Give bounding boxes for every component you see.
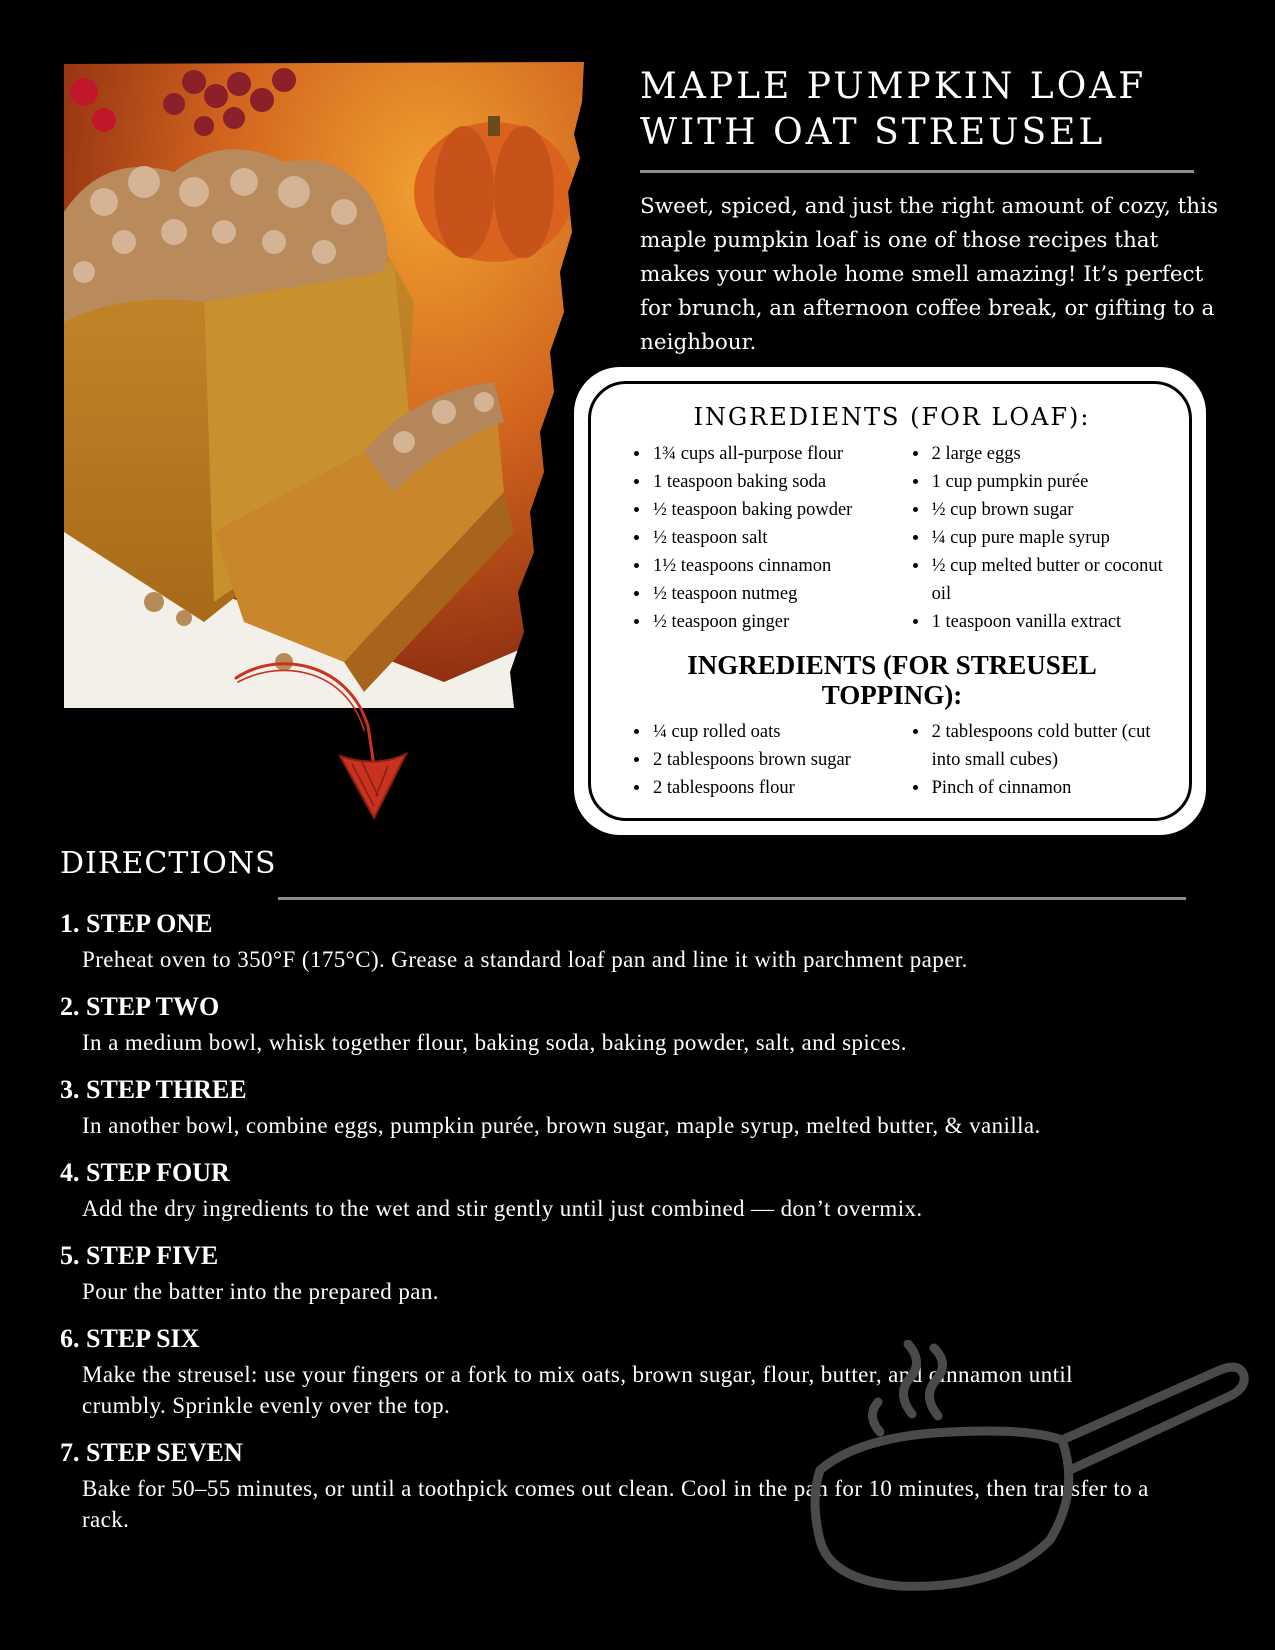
directions-heading: DIRECTIONS	[60, 846, 277, 881]
direction-step	[60, 1070, 1210, 1141]
direction-step	[60, 1319, 1210, 1421]
recipe-intro: Sweet, spiced, and just the right amount of cozy, this maple pumpkin loaf is one of those recipes that makes your whole home smell amazing! It’s perfect for brunch, an afternoon coffee break, or gifting to a neighbour.	[640, 194, 1219, 355]
direction-step	[60, 1153, 1210, 1224]
step-title: 1. STEP ONE	[60, 909, 213, 938]
ingredient-item: • 1¾ cups all-purpose flour	[651, 440, 898, 468]
directions-divider	[278, 897, 1186, 900]
step-text: Preheat oven to 350°F (175°C). Grease a standard loaf pan and line it with parchment paper.	[82, 947, 968, 972]
step-text: Make the streusel: use your fingers or a fork to mix oats, brown sugar, flour, butter, and cinnamon until crumbly. Sprinkle evenly over the top.	[82, 1362, 1073, 1418]
ingredient-item: • 2 tablespoons brown sugar	[651, 746, 898, 774]
ingredient-item: • ½ teaspoon ginger	[651, 608, 898, 636]
step-text: In a medium bowl, whisk together flour, baking soda, baking powder, salt, and spices.	[82, 1030, 907, 1055]
ingredient-item: • 2 tablespoons flour	[651, 774, 898, 802]
ingredient-item: • ¼ cup rolled oats	[651, 718, 898, 746]
title-divider	[640, 170, 1194, 173]
directions-list	[60, 904, 1210, 1535]
direction-step	[60, 1236, 1210, 1307]
step-text: Pour the batter into the prepared pan.	[82, 1279, 439, 1304]
ingredient-item: • 1 cup pumpkin purée	[930, 468, 1165, 496]
direction-step	[60, 1433, 1210, 1535]
ingredients-card	[574, 367, 1206, 835]
loaf-ingredients-right-list	[898, 440, 1165, 636]
ingredients-card-border	[588, 381, 1192, 821]
streusel-ingredients-heading: INGREDIENTS (FOR STREUSEL TOPPING):	[687, 650, 1097, 710]
streusel-ingredients-right-list	[898, 718, 1165, 802]
streusel-ingredients-left-list	[619, 718, 898, 802]
ingredient-item: • 1 teaspoon baking soda	[651, 468, 898, 496]
step-title: 3. STEP THREE	[60, 1075, 247, 1104]
ingredient-item: • ½ cup brown sugar	[930, 496, 1165, 524]
step-text: Bake for 50–55 minutes, or until a toothpick comes out clean. Cool in the pan for 10 minutes, then transfer to a rack.	[82, 1476, 1149, 1532]
recipe-title: MAPLE PUMPKIN LOAF WITH OAT STREUSEL	[640, 66, 1147, 153]
loaf-ingredients-left-list	[619, 440, 898, 636]
step-title: 5. STEP FIVE	[60, 1241, 219, 1270]
ingredient-item: • 1 teaspoon vanilla extract	[930, 608, 1165, 636]
streusel-ingredients-columns	[619, 718, 1165, 802]
ingredient-item: • ½ teaspoon baking powder	[651, 496, 898, 524]
pumpkin-loaf-photo	[64, 62, 584, 708]
step-text: Add the dry ingredients to the wet and stir gently until just combined — don’t overmix.	[82, 1196, 923, 1221]
direction-step	[60, 904, 1210, 975]
ingredient-item: • ½ cup melted butter or coconut oil	[930, 552, 1165, 608]
ingredient-item: • 1½ teaspoons cinnamon	[651, 552, 898, 580]
ingredient-item: • 2 tablespoons cold butter (cut into small cubes)	[930, 718, 1165, 774]
hand-drawn-arrow-icon	[228, 656, 428, 826]
direction-step	[60, 987, 1210, 1058]
step-text: In another bowl, combine eggs, pumpkin purée, brown sugar, maple syrup, melted butter, & vanilla.	[82, 1113, 1041, 1138]
step-title: 6. STEP SIX	[60, 1324, 200, 1353]
loaf-ingredients-columns	[619, 440, 1165, 636]
ingredient-item: • 2 large eggs	[930, 440, 1165, 468]
ingredient-item: • ¼ cup pure maple syrup	[930, 524, 1165, 552]
step-title: 4. STEP FOUR	[60, 1158, 230, 1187]
step-title: 7. STEP SEVEN	[60, 1438, 243, 1467]
ingredient-item: • Pinch of cinnamon	[930, 774, 1165, 802]
step-title: 2. STEP TWO	[60, 992, 220, 1021]
ingredient-item: • ½ teaspoon salt	[651, 524, 898, 552]
loaf-ingredients-heading: INGREDIENTS (FOR LOAF):	[693, 403, 1091, 431]
ingredient-item: • ½ teaspoon nutmeg	[651, 580, 898, 608]
